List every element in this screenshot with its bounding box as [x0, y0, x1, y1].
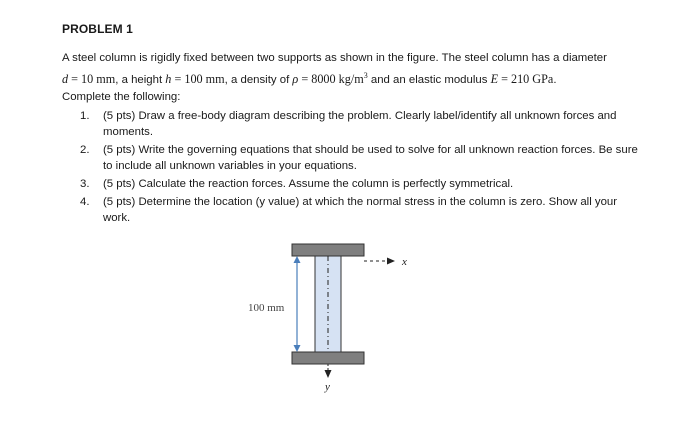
task-text: (5 pts) Draw a free-body diagram describing the problem. Clearly label/identify all unknown forces and moments.: [103, 110, 617, 138]
task-item: [80, 142, 640, 174]
val-h: = 100 mm: [171, 71, 225, 86]
x-axis-label: x: [402, 256, 407, 268]
val-rho: = 8000 kg/m: [298, 71, 364, 86]
x-axis-arrow-icon: [387, 258, 395, 265]
task-text: (5 pts) Calculate the reaction forces. Assume the column is perfectly symmetrical.: [103, 178, 514, 190]
sep-1: , a height: [115, 73, 166, 86]
problem-statement: [62, 50, 662, 106]
task-number: 4.: [80, 196, 90, 208]
task-number: 2.: [80, 144, 90, 156]
height-label: 100 mm: [248, 302, 285, 314]
task-number: 3.: [80, 178, 90, 190]
var-E: E: [490, 71, 499, 86]
top-support: [292, 244, 364, 256]
problem-title: PROBLEM 1: [62, 22, 133, 36]
intro-complete: Complete the following:: [62, 90, 181, 103]
column-figure: [230, 232, 430, 402]
dimension-arrow-down-icon: [294, 345, 301, 352]
task-number: 1.: [80, 110, 90, 122]
y-axis-arrow-icon: [325, 370, 332, 378]
y-axis-label: y: [325, 381, 330, 393]
val-d: = 10 mm: [68, 71, 116, 86]
task-text: (5 pts) Determine the location (y value) at which the normal stress in the column is zero. Show all your work.: [103, 196, 618, 224]
dimension-arrow-up-icon: [294, 256, 301, 263]
task-item: [80, 108, 640, 140]
intro-text: A steel column is rigidly fixed between two supports as shown in the figure. The steel column has a diameter: [62, 52, 607, 64]
sep-3: and an elastic modulus: [367, 73, 491, 86]
task-text: (5 pts) Write the governing equations that should be used to solve for all unknown reaction forces. Be sure to include all unknown variables in your equations.: [103, 144, 638, 172]
intro-end: .: [553, 73, 557, 86]
task-item: [80, 194, 640, 226]
var-d: d: [62, 71, 69, 86]
var-rho: ρ: [292, 71, 299, 86]
rho-exponent: 3: [363, 71, 368, 80]
val-E: = 210 GPa: [498, 71, 554, 86]
sep-2: , a density of: [224, 73, 293, 86]
task-item: [80, 176, 640, 192]
task-list: [80, 108, 640, 228]
bottom-support: [292, 352, 364, 364]
var-h: h: [165, 71, 172, 86]
